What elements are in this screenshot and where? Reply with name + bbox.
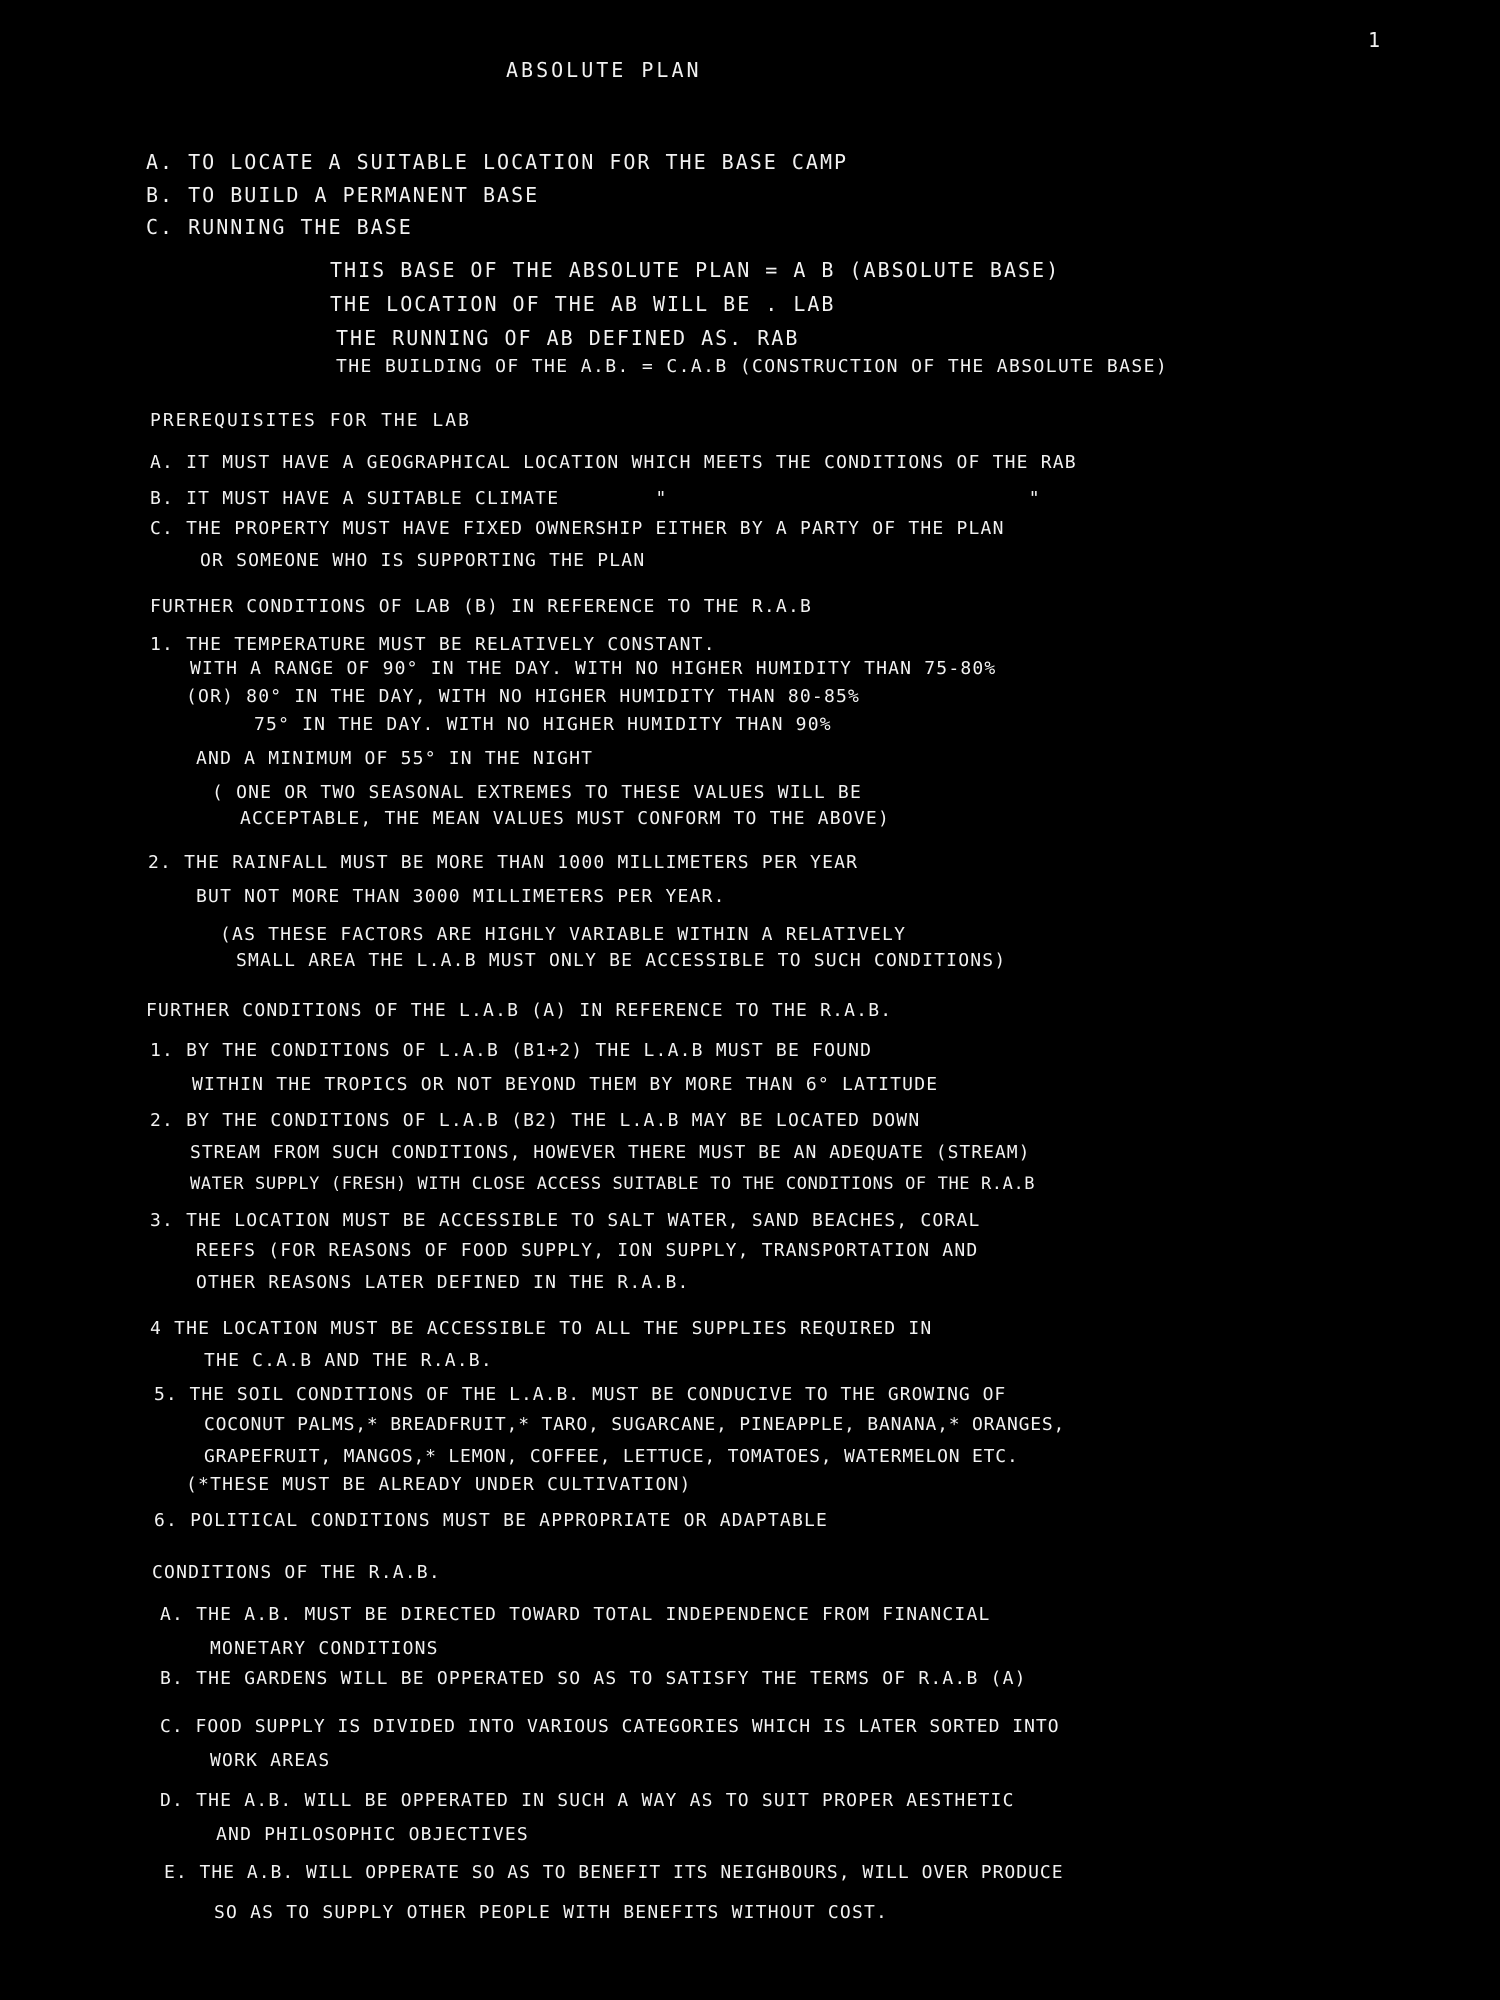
text-line: THIS BASE OF THE ABSOLUTE PLAN = A B (ABSOLUTE BASE) <box>330 258 1061 282</box>
text-line: GRAPEFRUIT, MANGOS,* LEMON, COFFEE, LETTUCE, TOMATOES, WATERMELON ETC. <box>204 1446 1019 1467</box>
text-line: E. THE A.B. WILL OPPERATE SO AS TO BENEFIT ITS NEIGHBOURS, WILL OVER PRODUCE <box>164 1862 1064 1883</box>
text-line: D. THE A.B. WILL BE OPPERATED IN SUCH A WAY AS TO SUIT PROPER AESTHETIC <box>160 1790 1015 1811</box>
text-line: ACCEPTABLE, THE MEAN VALUES MUST CONFORM TO THE ABOVE) <box>240 808 890 829</box>
text-line: WATER SUPPLY (FRESH) WITH CLOSE ACCESS SUITABLE TO THE CONDITIONS OF THE R.A.B <box>190 1174 1036 1194</box>
text-line: CONDITIONS OF THE R.A.B. <box>152 1562 441 1583</box>
text-line: AND PHILOSOPHIC OBJECTIVES <box>216 1824 529 1845</box>
text-line: OR SOMEONE WHO IS SUPPORTING THE PLAN <box>200 550 646 571</box>
text-line: WITHIN THE TROPICS OR NOT BEYOND THEM BY MORE THAN 6° LATITUDE <box>192 1074 939 1095</box>
text-line: (*THESE MUST BE ALREADY UNDER CULTIVATION) <box>186 1474 692 1495</box>
text-line: C. FOOD SUPPLY IS DIVIDED INTO VARIOUS CATEGORIES WHICH IS LATER SORTED INTO <box>160 1716 1060 1737</box>
text-line: 75° IN THE DAY. WITH NO HIGHER HUMIDITY THAN 90% <box>254 714 832 735</box>
text-line: ( ONE OR TWO SEASONAL EXTREMES TO THESE VALUES WILL BE <box>212 782 862 803</box>
text-line: C. RUNNING THE BASE <box>146 215 413 239</box>
text-line: MONETARY CONDITIONS <box>210 1638 439 1659</box>
text-line: FURTHER CONDITIONS OF THE L.A.B (A) IN REFERENCE TO THE R.A.B. <box>146 1000 893 1021</box>
page-title: ABSOLUTE PLAN <box>506 58 702 82</box>
text-line: 1. THE TEMPERATURE MUST BE RELATIVELY CONSTANT. <box>150 634 716 655</box>
text-line: REEFS (FOR REASONS OF FOOD SUPPLY, ION SUPPLY, TRANSPORTATION AND <box>196 1240 979 1261</box>
text-line: (OR) 80° IN THE DAY, WITH NO HIGHER HUMIDITY THAN 80-85% <box>186 686 861 707</box>
text-line: 3. THE LOCATION MUST BE ACCESSIBLE TO SALT WATER, SAND BEACHES, CORAL <box>150 1210 981 1231</box>
text-line: C. THE PROPERTY MUST HAVE FIXED OWNERSHIP EITHER BY A PARTY OF THE PLAN <box>150 518 1005 539</box>
text-line: B. THE GARDENS WILL BE OPPERATED SO AS TO SATISFY THE TERMS OF R.A.B (A) <box>160 1668 1027 1689</box>
text-line: 2. THE RAINFALL MUST BE MORE THAN 1000 MILLIMETERS PER YEAR <box>148 852 859 873</box>
text-line: 1. BY THE CONDITIONS OF L.A.B (B1+2) THE L.A.B MUST BE FOUND <box>150 1040 873 1061</box>
text-line: OTHER REASONS LATER DEFINED IN THE R.A.B. <box>196 1272 690 1293</box>
text-line: THE BUILDING OF THE A.B. = C.A.B (CONSTRUCTION OF THE ABSOLUTE BASE) <box>336 356 1169 377</box>
text-line: (AS THESE FACTORS ARE HIGHLY VARIABLE WITHIN A RELATIVELY <box>220 924 907 945</box>
text-line: BUT NOT MORE THAN 3000 MILLIMETERS PER YEAR. <box>196 886 726 907</box>
page-number: 1 <box>1367 28 1382 52</box>
text-line: FURTHER CONDITIONS OF LAB (B) IN REFERENCE TO THE R.A.B <box>150 596 813 617</box>
text-line: 2. BY THE CONDITIONS OF L.A.B (B2) THE L.A.B MAY BE LOCATED DOWN <box>150 1110 921 1131</box>
text-line: THE RUNNING OF AB DEFINED AS. RAB <box>336 326 800 350</box>
text-line: AND A MINIMUM OF 55° IN THE NIGHT <box>196 748 594 769</box>
text-line: STREAM FROM SUCH CONDITIONS, HOWEVER THERE MUST BE AN ADEQUATE (STREAM) <box>190 1142 1031 1163</box>
text-line: A. IT MUST HAVE A GEOGRAPHICAL LOCATION WHICH MEETS THE CONDITIONS OF THE RAB <box>150 452 1077 473</box>
text-line: THE LOCATION OF THE AB WILL BE . LAB <box>330 292 836 316</box>
text-line: THE C.A.B AND THE R.A.B. <box>204 1350 493 1371</box>
text-line: 5. THE SOIL CONDITIONS OF THE L.A.B. MUST BE CONDUCIVE TO THE GROWING OF <box>154 1384 1007 1405</box>
text-line: A. TO LOCATE A SUITABLE LOCATION FOR THE BASE CAMP <box>146 150 849 174</box>
text-line: B. TO BUILD A PERMANENT BASE <box>146 183 540 207</box>
text-line: WORK AREAS <box>210 1750 331 1771</box>
text-line: WITH A RANGE OF 90° IN THE DAY. WITH NO HIGHER HUMIDITY THAN 75-80% <box>190 658 997 679</box>
text-line: B. IT MUST HAVE A SUITABLE CLIMATE " " <box>150 488 1041 509</box>
text-line: 6. POLITICAL CONDITIONS MUST BE APPROPRIATE OR ADAPTABLE <box>154 1510 829 1531</box>
text-line: SMALL AREA THE L.A.B MUST ONLY BE ACCESSIBLE TO SUCH CONDITIONS) <box>236 950 1007 971</box>
text-line: COCONUT PALMS,* BREADFRUIT,* TARO, SUGARCANE, PINEAPPLE, BANANA,* ORANGES, <box>204 1414 1066 1435</box>
text-line: SO AS TO SUPPLY OTHER PEOPLE WITH BENEFITS WITHOUT COST. <box>214 1902 889 1923</box>
text-line: PREREQUISITES FOR THE LAB <box>150 410 471 431</box>
text-line: A. THE A.B. MUST BE DIRECTED TOWARD TOTAL INDEPENDENCE FROM FINANCIAL <box>160 1604 991 1625</box>
text-line: 4 THE LOCATION MUST BE ACCESSIBLE TO ALL THE SUPPLIES REQUIRED IN <box>150 1318 933 1339</box>
